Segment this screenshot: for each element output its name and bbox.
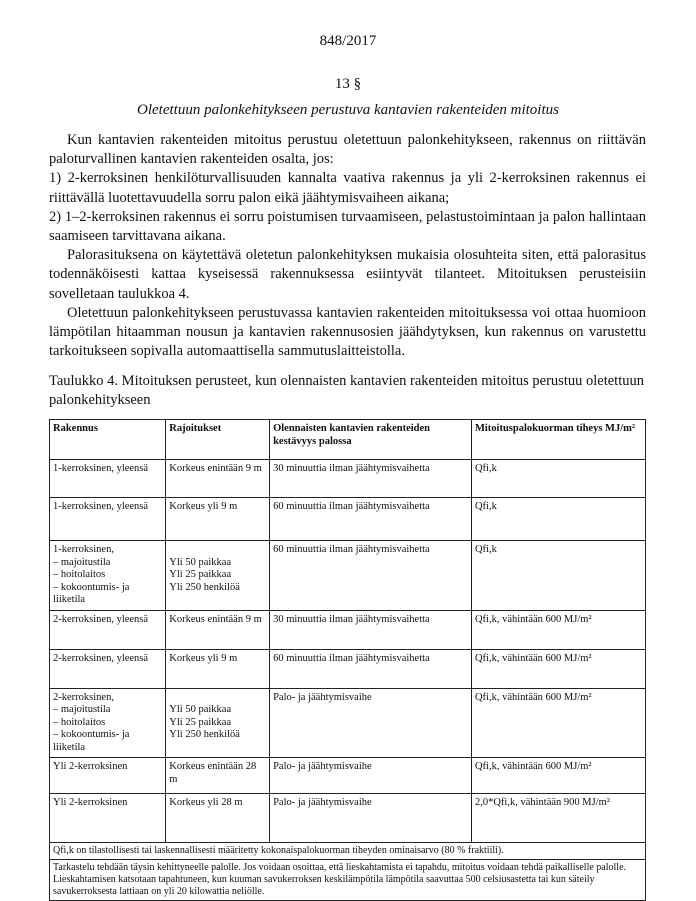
table-cell: Qfi,k bbox=[471, 498, 645, 541]
table-cell: Korkeus yli 28 m bbox=[166, 794, 270, 843]
table-cell: Palo- ja jäähtymisvaihe bbox=[270, 794, 472, 843]
table-cell: Qfi,k, vähintään 600 MJ/m² bbox=[471, 610, 645, 649]
table-cell: Yli 50 paikkaa Yli 25 paikkaa Yli 250 henkilöä bbox=[166, 541, 270, 611]
table-cell: Korkeus enintään 9 m bbox=[166, 460, 270, 498]
table-cell: Korkeus enintään 9 m bbox=[166, 610, 270, 649]
section-title: Oletettuun palonkehitykseen perustuva kantavien rakenteiden mitoitus bbox=[137, 102, 559, 118]
header-restrictions: Rajoitukset bbox=[166, 420, 270, 460]
table-row bbox=[50, 460, 646, 498]
table-cell: Korkeus enintään 28 m bbox=[166, 758, 270, 794]
table-cell: 1-kerroksinen, yleensä bbox=[50, 498, 166, 541]
table-cell: Qfi,k bbox=[471, 460, 645, 498]
section-number: 13 § bbox=[334, 76, 362, 92]
table-row bbox=[50, 758, 646, 794]
table-cell: 2,0*Qfi,k, vähintään 900 MJ/m² bbox=[471, 794, 645, 843]
footnote-flashover: Tarkastelu tehdään täysin kehittyneelle palolle. Jos voidaan osoittaa, että lieskahtamista ei tapahdu, mitoitus voidaan tehdä paikalliselle palolle. Lieskahtamisen katsotaan tapahtuneen, kun kuuman savukerroksen keskilämpötila lämpötila saavuttaa 500 celsiusastetta tai kun säteily savukerroksesta lattiaan on yli 20 kilowattia neliölle. bbox=[50, 860, 646, 901]
table-cell: 1-kerroksinen, – majoitustila – hoitolaitos – kokoontumis- ja liiketila bbox=[50, 541, 166, 611]
header-fire-load: Mitoituspalokuorman tiheys MJ/m² bbox=[471, 420, 645, 460]
document-number: 848/2017 bbox=[319, 33, 377, 49]
table-cell: Korkeus yli 9 m bbox=[166, 498, 270, 541]
table-cell: Qfi,k, vähintään 600 MJ/m² bbox=[471, 649, 645, 688]
header-building: Rakennus bbox=[50, 420, 166, 460]
table-cell: 2-kerroksinen, – majoitustila – hoitolaitos – kokoontumis- ja liiketila bbox=[50, 688, 166, 758]
table-cell: Yli 2-kerroksinen bbox=[50, 794, 166, 843]
list-item-1: 1) 2-kerroksinen henkilöturvallisuuden kannalta vaativa rakennus ja yli 2-kerroksinen rakennus ei riittävällä luotettavuudella sorru palon eikä jäähtymisvaiheen aikana; bbox=[49, 170, 646, 206]
design-table bbox=[49, 419, 646, 901]
table-cell: 60 minuuttia ilman jäähtymisvaihetta bbox=[270, 649, 472, 688]
table-caption: Taulukko 4. Mitoituksen perusteet, kun olennaisten kantavien rakenteiden mitoitus perustuu oletettuun palonkehitykseen bbox=[49, 373, 644, 409]
table-cell: 30 minuuttia ilman jäähtymisvaihetta bbox=[270, 610, 472, 649]
table-cell: Qfi,k, vähintään 600 MJ/m² bbox=[471, 688, 645, 758]
table-row bbox=[50, 610, 646, 649]
table-cell: 1-kerroksinen, yleensä bbox=[50, 460, 166, 498]
table-footnote-row bbox=[50, 843, 646, 860]
table-cell: 60 minuuttia ilman jäähtymisvaihetta bbox=[270, 541, 472, 611]
header-resistance: Olennaisten kantavien rakenteiden kestävyys palossa bbox=[270, 420, 472, 460]
table-row bbox=[50, 688, 646, 758]
table-row bbox=[50, 794, 646, 843]
table-cell: Qfi,k bbox=[471, 541, 645, 611]
table-cell: Qfi,k, vähintään 600 MJ/m² bbox=[471, 758, 645, 794]
table-row bbox=[50, 541, 646, 611]
table-cell: Palo- ja jäähtymisvaihe bbox=[270, 688, 472, 758]
table-cell: 2-kerroksinen, yleensä bbox=[50, 610, 166, 649]
table-row bbox=[50, 498, 646, 541]
table-cell: Palo- ja jäähtymisvaihe bbox=[270, 758, 472, 794]
paragraph-intro: Kun kantavien rakenteiden mitoitus perustuu oletettuun palonkehitykseen, rakennus on riittävän paloturvallinen kantavien rakenteiden osalta, jos: bbox=[49, 132, 646, 168]
section-body bbox=[49, 131, 646, 361]
list-item-2: 2) 1–2-kerroksinen rakennus ei sorru poistumisen turvaamiseen, pelastustoimintaan ja palon hallintaan saamiseen tarvittavana aikana. bbox=[49, 208, 646, 245]
table-footnote-row bbox=[50, 860, 646, 901]
table-cell: Korkeus yli 9 m bbox=[166, 649, 270, 688]
footnote-qfik: Qfi,k on tilastollisesti tai laskennallisesti määritetty kokonaispalokuorman tiheyden ominaisarvo (80 % fraktiili). bbox=[50, 843, 646, 860]
table-cell: 60 minuuttia ilman jäähtymisvaihetta bbox=[270, 498, 472, 541]
table-row bbox=[50, 649, 646, 688]
paragraph-sprinkler: Oletettuun palonkehitykseen perustuvassa kantavien rakenteiden mitoituksessa voi ottaa huomioon lämpötilan hitaamman nousun ja kantavien rakennusosien jäähdytyksen, kun rakennus on varustettu tarkoitukseen sopivalla automaattisella sammutuslaitteistolla. bbox=[49, 304, 646, 360]
table-cell: Yli 50 paikkaa Yli 25 paikkaa Yli 250 henkilöä bbox=[166, 688, 270, 758]
table-header-row bbox=[50, 420, 646, 460]
paragraph-fire-load: Palorasituksena on käytettävä oletetun palonkehityksen mukaisia olosuhteita siten, että palorasitus todennäköisesti kattaa kyseisessä rakennuksessa esiintyvät tilanteet. Mitoituksen perusteisiin sovelletaan taulukkoa 4. bbox=[49, 247, 646, 302]
table-cell: 2-kerroksinen, yleensä bbox=[50, 649, 166, 688]
table-cell: 30 minuuttia ilman jäähtymisvaihetta bbox=[270, 460, 472, 498]
table-cell: Yli 2-kerroksinen bbox=[50, 758, 166, 794]
